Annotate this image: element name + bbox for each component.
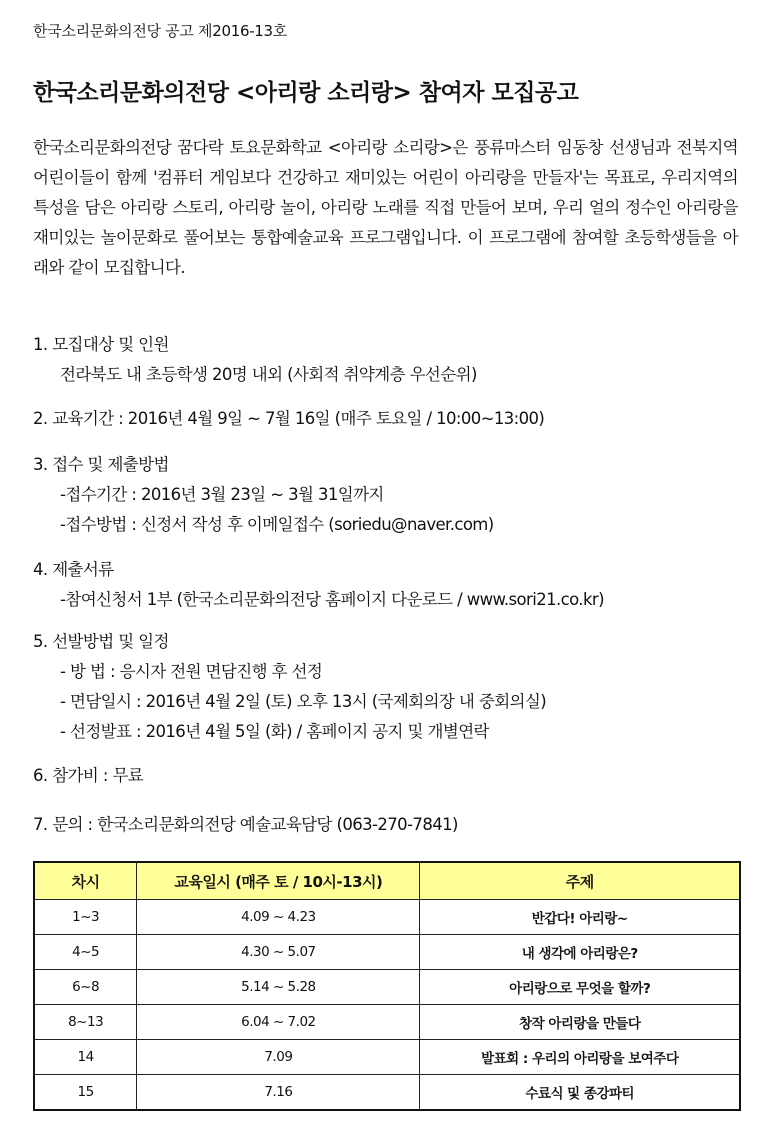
session-cell: 14	[34, 1040, 137, 1075]
topic-cell: 내 생각에 아리랑은?	[420, 935, 740, 970]
notice-number: 한국소리문화의전당 공고 제2016-13호	[33, 22, 287, 40]
column-header: 차시	[34, 862, 137, 900]
date-cell: 4.30 ~ 5.07	[137, 935, 420, 970]
topic-cell: 아리랑으로 무엇을 할까?	[420, 970, 740, 1005]
topic-cell: 창작 아리랑을 만들다	[420, 1005, 740, 1040]
table-row	[34, 1005, 740, 1040]
section-heading: 3. 접수 및 제출방법	[33, 455, 169, 474]
date-cell: 5.14 ~ 5.28	[137, 970, 420, 1005]
session-cell: 1~3	[34, 900, 137, 935]
section-line: - 선정발표 : 2016년 4월 5일 (화) / 홈페이지 공지 및 개별연락	[60, 722, 489, 741]
section-fee	[33, 761, 143, 791]
topic-cell: 반갑다! 아리랑~	[420, 900, 740, 935]
date-cell: 6.04 ~ 7.02	[137, 1005, 420, 1040]
section-line: 전라북도 내 초등학생 20명 내외 (사회적 취약계층 우선순위)	[60, 365, 477, 384]
table-row	[34, 970, 740, 1005]
section-heading: 6. 참가비 : 무료	[33, 766, 144, 785]
section-heading: 4. 제출서류	[33, 560, 114, 579]
section-application-method	[33, 450, 494, 540]
date-cell: 4.09 ~ 4.23	[137, 900, 420, 935]
section-line: - 면담일시 : 2016년 4월 2일 (토) 오후 13시 (국제회의장 내 중회의실)	[60, 692, 547, 711]
date-cell: 7.16	[137, 1075, 420, 1111]
section-line: -접수기간 : 2016년 3월 23일 ~ 3월 31일까지	[60, 485, 384, 504]
table-row	[34, 1040, 740, 1075]
date-cell: 7.09	[137, 1040, 420, 1075]
session-cell: 15	[34, 1075, 137, 1111]
section-line: -참여신청서 1부 (한국소리문화의전당 홈페이지 다운로드 / www.sori21.co.kr)	[60, 590, 604, 609]
table-row	[34, 1075, 740, 1111]
table-row	[34, 935, 740, 970]
topic-cell: 수료식 및 종강파티	[420, 1075, 740, 1111]
schedule-table	[33, 861, 741, 1111]
topic-cell: 발표회 : 우리의 아리랑을 보여주다	[420, 1040, 740, 1075]
section-line: - 방 법 : 응시자 전원 면담진행 후 선정	[60, 662, 323, 681]
table-header-row	[34, 862, 740, 900]
section-contact	[33, 810, 458, 840]
section-documents	[33, 555, 604, 615]
section-education-period	[33, 404, 544, 434]
section-line: -접수방법 : 신정서 작성 후 이메일접수 (soriedu@naver.com)	[60, 515, 494, 534]
intro-paragraph: 한국소리문화의전당 꿈다락 토요문화학교 <아리랑 소리랑>은 풍류마스터 임동창 선생님과 전북지역 어린이들이 함께 '컴퓨터 게임보다 건강하고 재미있는 어린이 아리랑을 만들자'는 목표로, 우리지역의 특성을 담은 아리랑 스토리, 아리랑 놀이, 아리랑 노래를 직접 만들어 보며, 우리 얼의 정수인 아리랑을 재미있는 놀이문화로 풀어보는 통합예술교육 프로그램입니다. 이 프로그램에 참여할 초등학생들을 아래와 같이 모집합니다.	[33, 138, 738, 277]
session-cell: 8~13	[34, 1005, 137, 1040]
section-recruitment-target	[33, 330, 477, 390]
section-heading: 1. 모집대상 및 인원	[33, 335, 169, 354]
session-cell: 6~8	[34, 970, 137, 1005]
section-selection	[33, 627, 546, 747]
section-heading: 5. 선발방법 및 일정	[33, 632, 169, 651]
page-title: 한국소리문화의전당 <아리랑 소리랑> 참여자 모집공고	[33, 80, 579, 106]
session-cell: 4~5	[34, 935, 137, 970]
section-heading: 7. 문의 : 한국소리문화의전당 예술교육담당 (063-270-7841)	[33, 815, 458, 834]
column-header: 주제	[420, 862, 740, 900]
column-header: 교육일시 (매주 토 / 10시-13시)	[137, 862, 420, 900]
table-row	[34, 900, 740, 935]
section-heading: 2. 교육기간 : 2016년 4월 9일 ~ 7월 16일 (매주 토요일 / 10:00~13:00)	[33, 409, 545, 428]
